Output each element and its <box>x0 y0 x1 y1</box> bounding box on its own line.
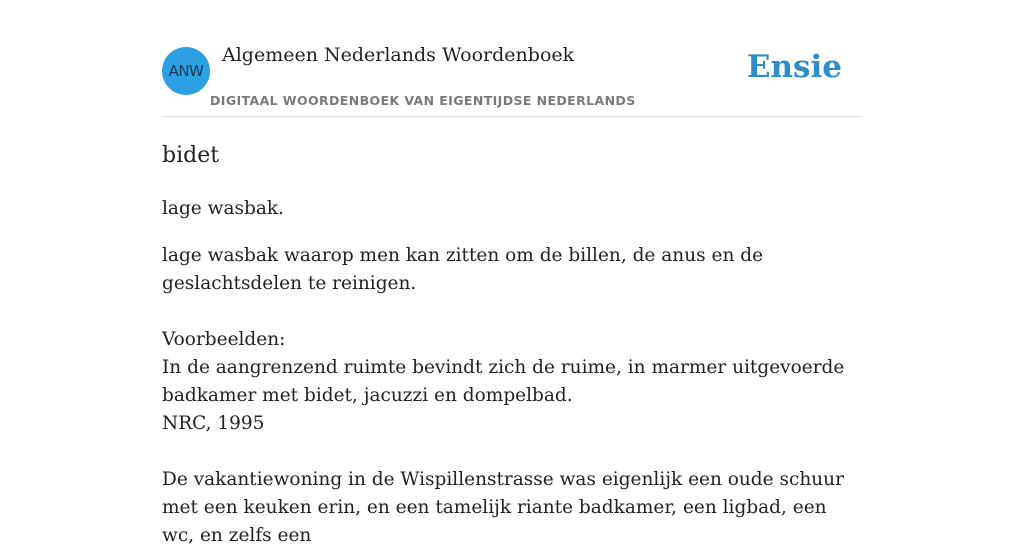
long-definition: lage wasbak waarop men kan zitten om de billen, de anus en de geslachtsdelen te reinigen. <box>162 245 764 294</box>
site-title-link[interactable]: Algemeen Nederlands Woordenboek <box>222 44 575 66</box>
entry-content <box>162 143 862 550</box>
example-item <box>162 466 862 550</box>
example-source: NRC, 1995 <box>162 413 265 434</box>
short-definition: lage wasbak. <box>162 198 284 219</box>
anw-logo[interactable]: ANW <box>162 47 210 95</box>
main-container <box>162 0 862 550</box>
example-text: De vakantiewoning in de Wispillenstrasse was eigenlijk een oude schuur met een keuken erin, en een tamelijk riante badkamer, een ligbad, een wc, en zelfs een <box>162 469 844 546</box>
site-header <box>162 0 862 117</box>
examples-label: Voorbeelden: <box>162 329 286 350</box>
example-text: In de aangrenzend ruimte bevindt zich de ruime, in marmer uitgevoerde badkamer met bidet, jacuzzi en dompelbad. <box>162 357 845 406</box>
site-subtitle: DIGITAAL WOORDENBOEK VAN EIGENTIJDSE NEDERLANDS <box>210 93 636 108</box>
ensie-brand-link[interactable]: Ensie <box>746 49 842 85</box>
example-item <box>162 354 862 438</box>
headword: bidet <box>162 143 220 168</box>
